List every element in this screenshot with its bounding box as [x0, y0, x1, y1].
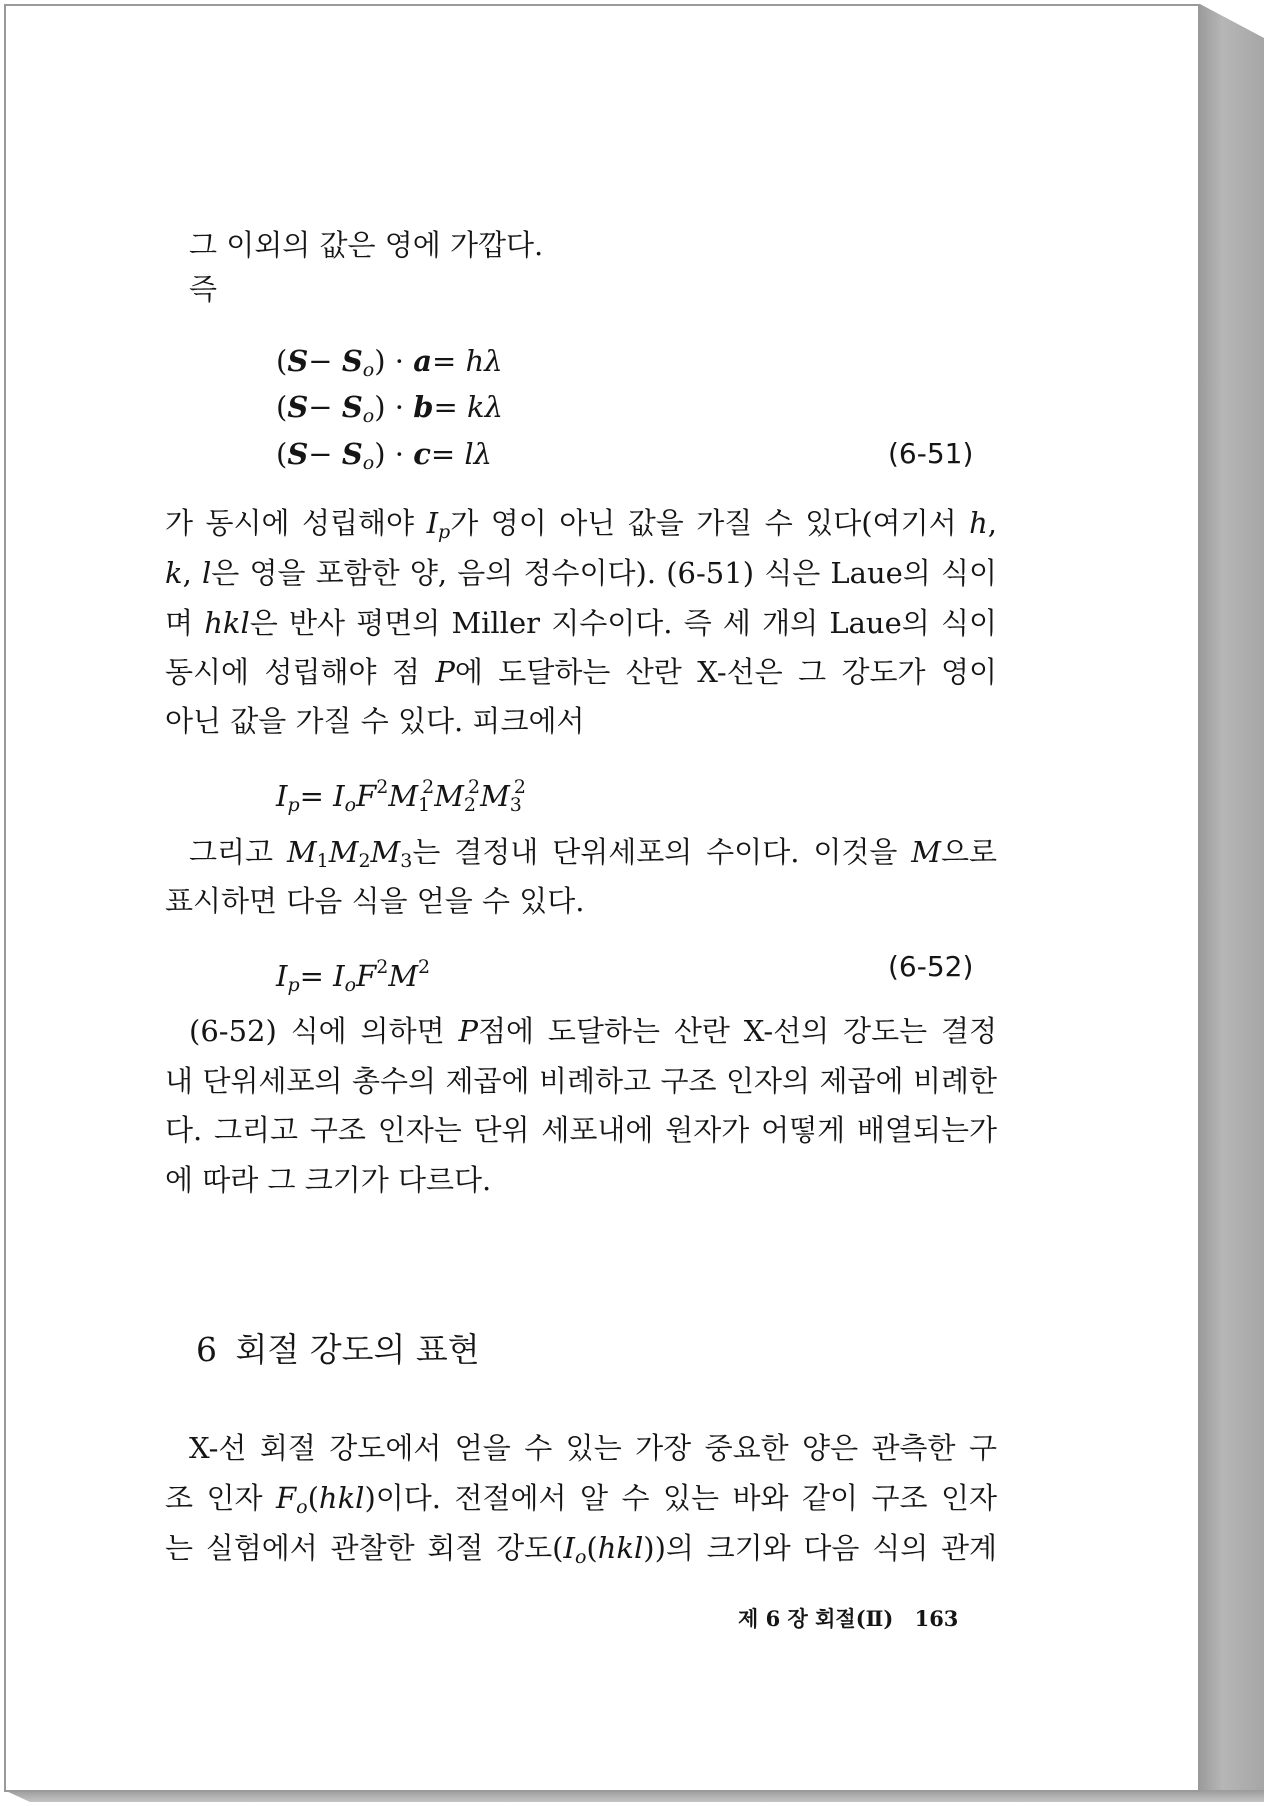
para3-line-4: 에 따라 그 크기가 다르다. — [165, 1163, 492, 1197]
laue-equation-a: $(S- S_o) \cdot a= h\lambda$ — [276, 344, 503, 381]
para1-line-2: k, l은 영을 포함한 양, 음의 정수이다). (6-51) 식은 Laue의 식이 — [165, 556, 998, 590]
para1-line-1: 가 동시에 성립해야 $I_p$가 영이 아닌 값을 가질 수 있다(여기서 h, — [165, 506, 997, 543]
para4-line-1: X-선 회절 강도에서 얻을 수 있는 가장 중요한 양은 관측한 구 — [189, 1431, 997, 1465]
para1-line-3: 며 hkl은 반사 평면의 Miller 지수이다. 즉 세 개의 Laue의 식이 — [165, 606, 998, 640]
intro-line: 그 이외의 값은 영에 가깝다. — [189, 228, 544, 262]
equation-6-52: $I_p= I_oF^2M^2$ — [276, 956, 431, 996]
para3-line-1: (6-52) 식에 의하면 P점에 도달하는 산란 X-선의 강도는 결정 — [189, 1014, 997, 1048]
equation-number-6-51: (6-51) — [888, 437, 974, 470]
para3-line-2: 내 단위세포의 총수의 제곱에 비례하고 구조 인자의 제곱에 비례한 — [165, 1064, 997, 1098]
section-heading — [196, 1328, 480, 1372]
page-number: 163 — [914, 1606, 959, 1631]
page-content — [6, 6, 1202, 1794]
para2-line-2: 표시하면 다음 식을 얻을 수 있다. — [165, 884, 585, 918]
peak-intensity-equation: $I_p= I_oF^2M_1^2M_2^2M_3^2$ — [276, 776, 526, 816]
para1-line-5: 아닌 값을 가질 수 있다. 피크에서 — [165, 704, 585, 738]
running-footer — [738, 1604, 958, 1634]
namely-word: 즉 — [189, 272, 218, 306]
section-title: 회절 강도의 표현 — [235, 1330, 480, 1369]
equation-number-6-52: (6-52) — [888, 950, 974, 983]
para1-line-4: 동시에 성립해야 점 P에 도달하는 산란 X-선은 그 강도가 영이 — [165, 655, 997, 689]
para2-line-1: 그리고 $M_1M_2M_3$는 결정내 단위세포의 수이다. 이것을 M으로 — [189, 835, 997, 872]
chapter-label: 제 6 장 회절(Ⅱ) — [738, 1606, 894, 1631]
book-page — [4, 4, 1200, 1792]
page-edge-side — [1200, 4, 1264, 1798]
para3-line-3: 다. 그리고 구조 인자는 단위 세포내에 원자가 어떻게 배열되는가 — [165, 1113, 997, 1147]
laue-equation-b: $(S- S_o) \cdot b= k\lambda$ — [276, 390, 503, 427]
laue-equation-c: $(S- S_o) \cdot c= l\lambda$ — [276, 437, 493, 474]
section-number: 6 — [196, 1330, 217, 1369]
para4-line-3: 는 실험에서 관찰한 회절 강도$(I_o(hkl))$의 크기와 다음 식의 관계 — [165, 1531, 997, 1568]
para4-line-2: 조 인자 $F_o(hkl)$이다. 전절에서 알 수 있는 바와 같이 구조 인자 — [165, 1481, 998, 1518]
